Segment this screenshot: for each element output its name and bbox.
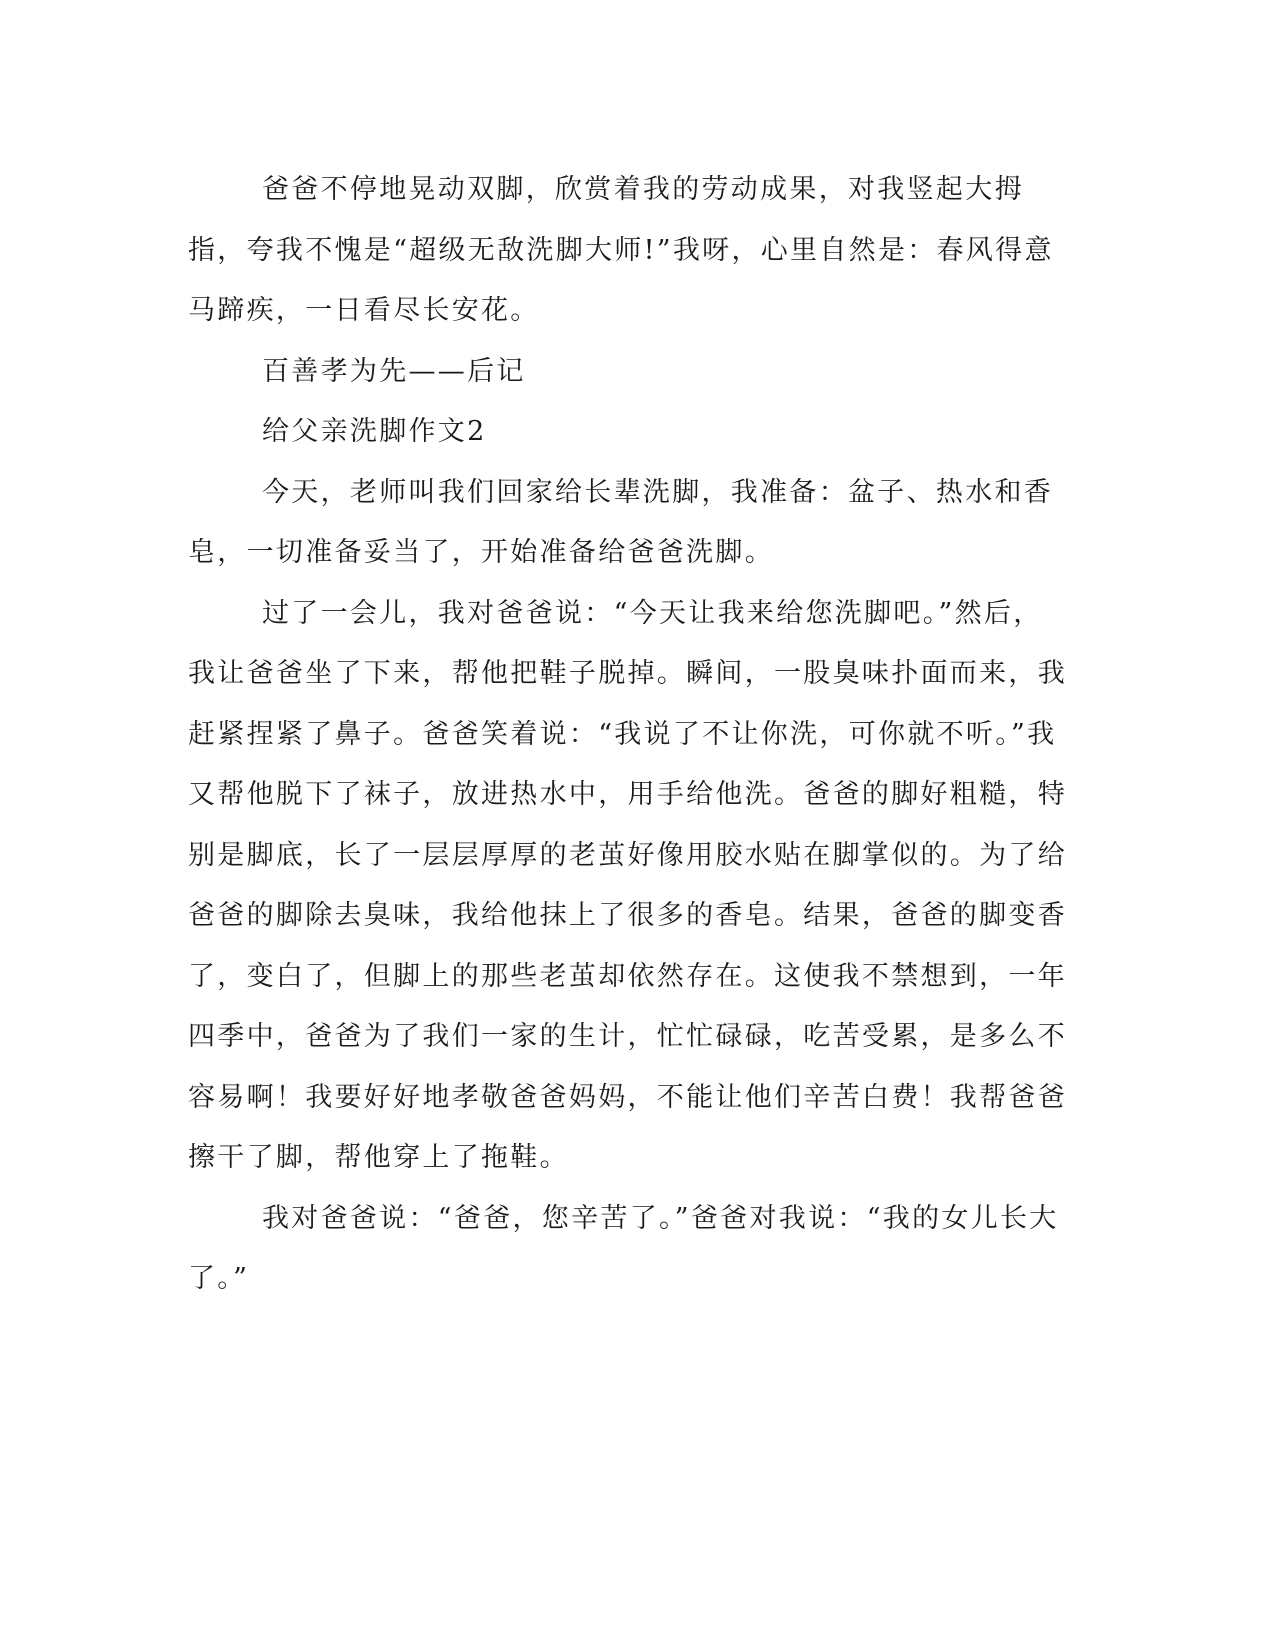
paragraph: 过了一会儿，我对爸爸说：“今天让我来给您洗脚吧。”然后，我让爸爸坐了下来，帮他把鞋子脱掉。瞬间，一股臭味扑面而来，我赶紧捏紧了鼻子。爸爸笑着说：“我说了不让你洗，可你就不听。”我又帮他脱下了袜子，放进热水中，用手给他洗。爸爸的脚好粗糙，特别是脚底，长了一层层厚厚的老茧好像用胶水贴在脚掌似的。为了给爸爸的脚除去臭味，我给他抹上了很多的香皂。结果，爸爸的脚变香了，变白了，但脚上的那些老茧却依然存在。这使我不禁想到，一年四季中，爸爸为了我们一家的生计，忙忙碌碌，吃苦受累，是多么不容易啊！我要好好地孝敬爸爸妈妈，不能让他们辛苦白费！我帮爸爸擦干了脚，帮他穿上了拖鞋。 — [188, 597, 1067, 1173]
paragraph: 今天，老师叫我们回家给长辈洗脚，我准备：盆子、热水和香皂，一切准备妥当了，开始准备给爸爸洗脚。 — [188, 476, 1054, 568]
paragraph: 爸爸不停地晃动双脚，欣赏着我的劳动成果，对我竖起大拇指，夸我不愧是“超级无敌洗脚大师!”我呀，心里自然是：春风得意马蹄疾，一日看尽长安花。 — [188, 174, 1054, 326]
afterword-heading: 百善孝为先——后记 — [262, 355, 526, 387]
paragraph: 我对爸爸说：“爸爸，您辛苦了。”爸爸对我说：“我的女儿长大了。” — [188, 1202, 1059, 1294]
document-body — [188, 160, 1068, 1310]
essay-title: 给父亲洗脚作文2 — [262, 416, 487, 447]
